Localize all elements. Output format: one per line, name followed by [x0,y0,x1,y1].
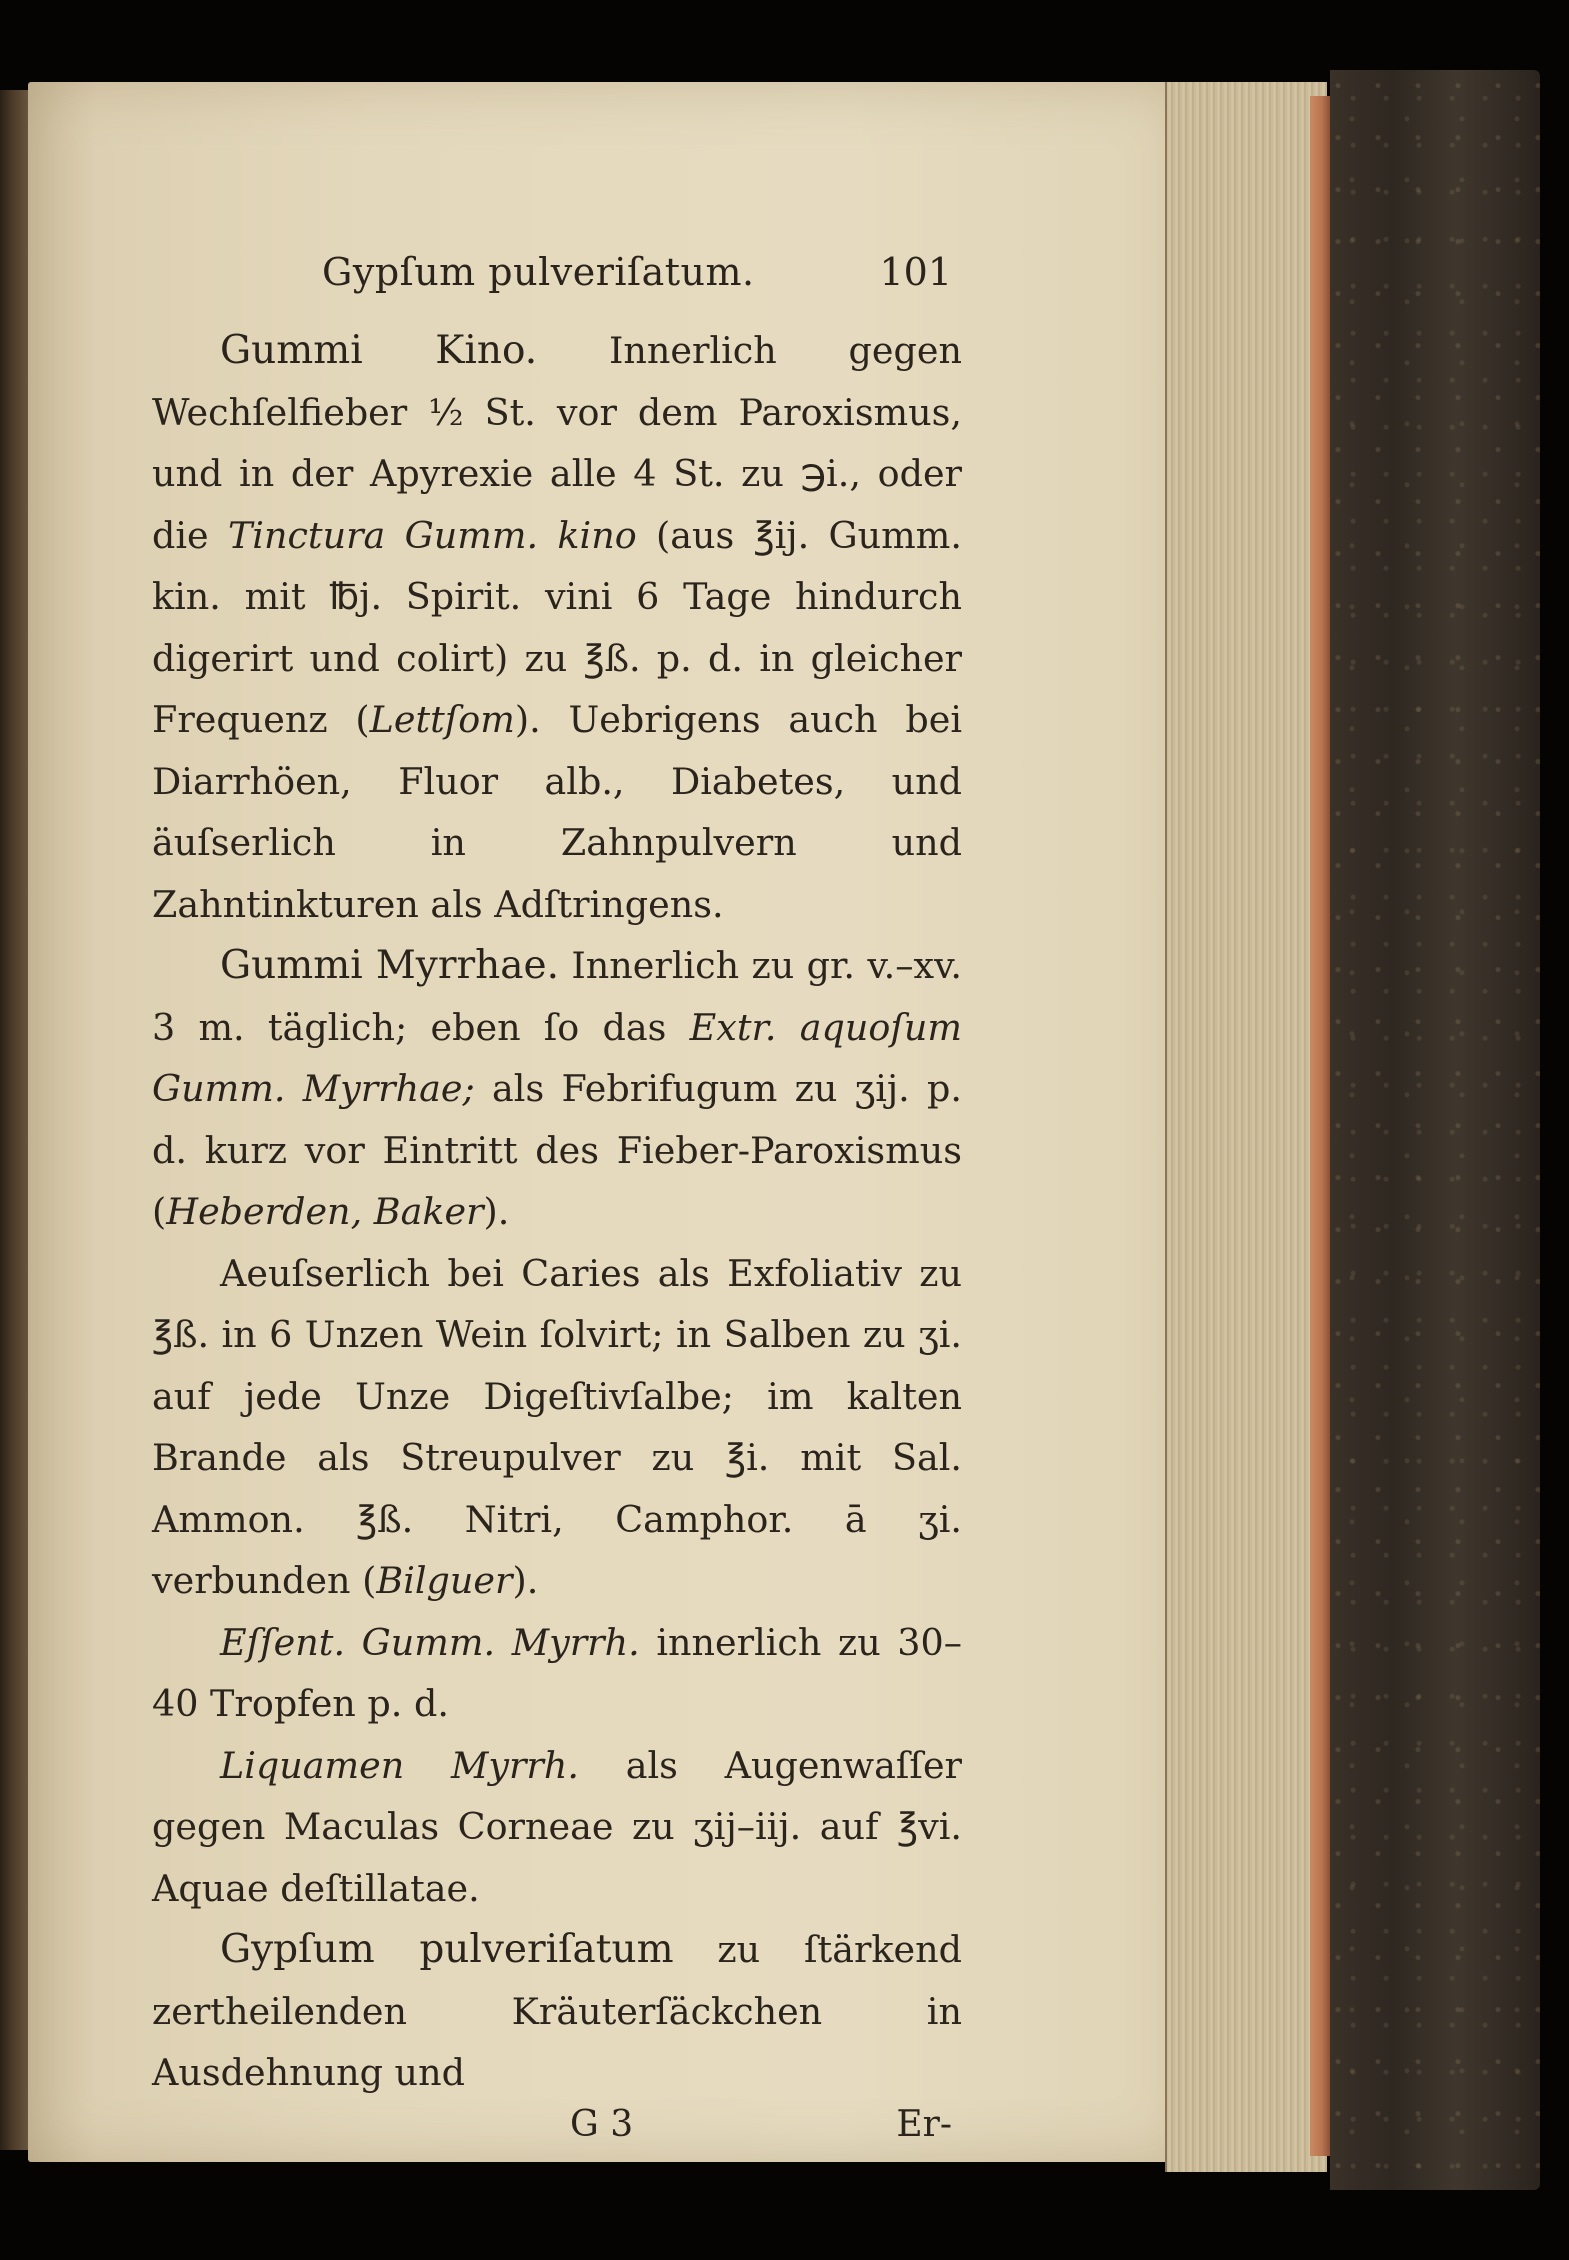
paragraph-italic: Heberden, Baker [166,1190,484,1233]
paragraph-gummi-myrrhae [152,935,962,1243]
catchword: Er- [896,2103,952,2145]
entry-heading: Gypſum pulveriſatum [220,1927,674,1972]
cover-texture [1330,70,1540,2190]
text-block [152,250,962,2164]
paragraph-italic: Bilguer [376,1559,513,1602]
paragraph-text: als Febrifugum zu ʒij. p. d. kurz vor Eintritt des Fieber-Paroxismus ( [152,1067,962,1233]
paragraph-italic: Eſſent. Gumm. Myrrh. [220,1620,640,1664]
paragraph-italic: Liquamen Myrrh. [220,1743,579,1787]
paragraph-text: als Augenwaſſer gegen Maculas Corneae zu ʒij–iij. auf ℥vi. Aquae deſtillatae. [152,1743,962,1910]
page-fore-edge [1165,82,1327,2172]
paragraph-italic: Lettſom [369,698,515,741]
paragraph-gypsum [152,1919,962,2104]
paragraph-text: (aus ℥ij. Gumm. kin. mit ℔j. Spirit. vini 6 Tage hindurch digerirt und colirt) zu ℥ß. p. d. in gleicher Frequenz ( [152,513,963,741]
page-number: 101 [879,250,952,294]
paragraph-text: ). [483,1190,510,1233]
entry-heading: Gummi Kino. [220,328,538,373]
page-header [152,250,962,320]
entry-heading: Gummi Myrrhae. [220,943,559,988]
paragraph-text: Aeuſserlich bei Caries als Exfoliativ zu ℥ß. in 6 Unzen Wein ſolvirt; in Salben zu ʒi. auf jede Unze Digeſtivſalbe; im kalten Brande als Streupulver zu ℥i. mit Sal. Ammon. ℥ß. Nitri, Camphor. ā ʒi. verbunden ( [152,1251,962,1602]
paragraph-text: Innerlich zu gr. v.–xv. 3 m. täglich; eben ſo das [152,944,963,1049]
running-title: Gypſum pulveriſatum. [322,250,755,294]
signature-mark: G 3 [570,2103,634,2145]
paragraph-essent [152,1612,962,1735]
paragraph-italic: Tinctura Gumm. kino [227,513,637,557]
binding-edge [0,90,30,2150]
paragraph-gummi-kino [152,320,962,935]
red-edge-stain [1310,96,1330,2156]
paragraph-liquamen [152,1735,962,1920]
paragraph-text: ). Uebrigens auch bei Diarrhöen, Fluor alb., Diabetes, und äuſserlich in Zahnpulvern und Zahntinkturen als Adſtringens. [152,698,962,926]
paragraph-aeusserlich [152,1243,962,1612]
paragraph-text: ). [512,1559,539,1602]
paragraph-italic: Extr. aquoſum Gumm. Myrrhae; [152,1005,962,1110]
page-footer [152,2104,962,2164]
paragraph-text: Innerlich gegen Wechſelfieber ½ St. vor dem Paroxismus, und in der Apyrexie alle 4 St. zu ℈i., oder die [152,329,962,557]
paragraph-text: zu ſtärkend zertheilenden Kräuterſäckchen in Ausdehnung und [152,1928,962,2094]
paragraph-text: innerlich zu 30–40 Tropfen p. d. [152,1620,962,1725]
